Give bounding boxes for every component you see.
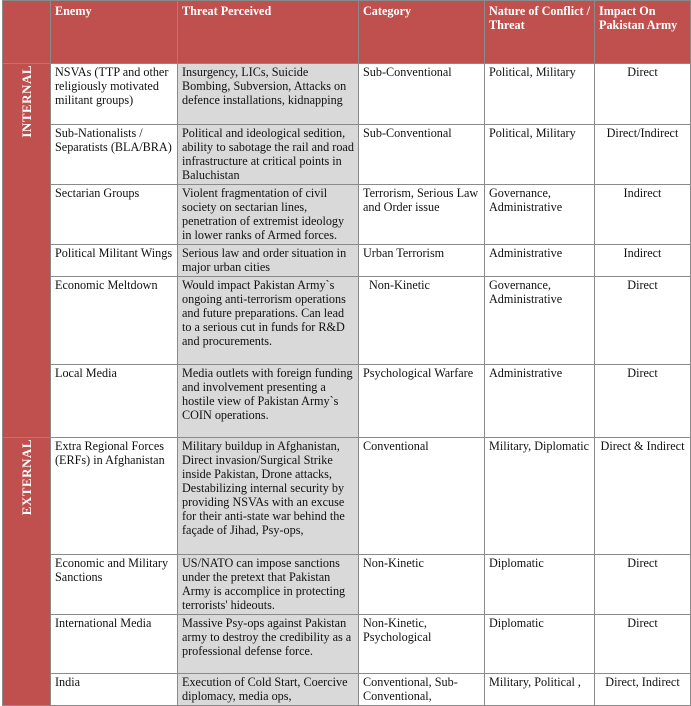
header-nature: Nature of Conflict / Threat [485,1,595,64]
impact-cell: Direct [595,615,691,674]
table-row [3,277,691,365]
enemy-cell: India [51,674,178,706]
threat-cell: Media outlets with foreign funding and involvement presenting a hostile view of Pakistan Army`s COIN operations. [178,365,359,438]
impact-cell: Direct/Indirect [595,125,691,185]
category-cell: Non-Kinetic [359,555,485,615]
impact-cell: Direct [595,64,691,125]
header-impact: Impact On Pakistan Army [595,1,691,64]
nature-cell: Administrative [485,245,595,277]
threat-cell: US/NATO can impose sanctions under the pretext that Pakistan Army is accomplice in protecting terrorists' hideouts. [178,555,359,615]
nature-cell: Military, Political , [485,674,595,706]
enemy-cell: Economic Meltdown [51,277,178,365]
category-cell: Psychological Warfare [359,365,485,438]
nature-cell: Political, Military [485,64,595,125]
enemy-cell: Extra Regional Forces (ERFs) in Afghanistan [51,438,178,555]
table-row [3,64,691,125]
nature-cell: Military, Diplomatic [485,438,595,555]
table-row [3,555,691,615]
category-cell: Terrorism, Serious Law and Order issue [359,185,485,245]
enemy-cell: International Media [51,615,178,674]
threat-matrix-table [2,0,691,706]
impact-cell: Direct, Indirect [595,674,691,706]
nature-cell: Governance, Administrative [485,185,595,245]
threat-cell: Serious law and order situation in major urban cities [178,245,359,277]
threat-cell: Would impact Pakistan Army`s ongoing anti-terrorism operations and future preparations. Can lead to a serious cut in funds for R&D and procurements. [178,277,359,365]
table-row [3,185,691,245]
threat-cell: Violent fragmentation of civil society on sectarian lines, penetration of extremist ideology in lower ranks of Armed forces. [178,185,359,245]
category-cell: Non-Kinetic [359,277,485,365]
enemy-cell: Political Militant Wings [51,245,178,277]
table-row [3,365,691,438]
nature-cell: Diplomatic [485,555,595,615]
impact-cell: Direct [595,555,691,615]
category-cell: Conventional [359,438,485,555]
category-cell: Urban Terrorism [359,245,485,277]
table-row [3,125,691,185]
header-threat: Threat Perceived [178,1,359,64]
table-row [3,245,691,277]
table-row [3,615,691,674]
threat-cell: Execution of Cold Start, Coercive diplomacy, media ops, [178,674,359,706]
impact-cell: Direct [595,365,691,438]
threat-cell: Massive Psy-ops against Pakistan army to destroy the credibility as a professional defense force. [178,615,359,674]
impact-cell: Direct [595,277,691,365]
enemy-cell: Economic and Military Sanctions [51,555,178,615]
impact-cell: Direct & Indirect [595,438,691,555]
category-cell: Sub-Conventional [359,125,485,185]
section-label-external: EXTERNAL [3,438,51,706]
threat-cell: Political and ideological sedition, ability to sabotage the rail and road infrastructure at critical points in Baluchistan [178,125,359,185]
header-category: Category [359,1,485,64]
threat-cell: Insurgency, LICs, Suicide Bombing, Subversion, Attacks on defence installations, kidnapping [178,64,359,125]
impact-cell: Indirect [595,245,691,277]
nature-cell: Governance, Administrative [485,277,595,365]
section-label-internal: INTERNAL [3,64,51,438]
threat-cell: Military buildup in Afghanistan, Direct invasion/Surgical Strike inside Pakistan, Drone attacks, Destabilizing internal security by providing NSVAs with an excuse for their anti-state war behind the façade of Jihad, Psy-ops, [178,438,359,555]
category-cell: Non-Kinetic, Psychological [359,615,485,674]
header-row [3,1,691,64]
enemy-cell: Sub-Nationalists / Separatists (BLA/BRA) [51,125,178,185]
category-cell: Sub-Conventional [359,64,485,125]
header-section [3,1,51,64]
nature-cell: Political, Military [485,125,595,185]
enemy-cell: Local Media [51,365,178,438]
nature-cell: Diplomatic [485,615,595,674]
enemy-cell: NSVAs (TTP and other religiously motivated militant groups) [51,64,178,125]
header-enemy: Enemy [51,1,178,64]
impact-cell: Indirect [595,185,691,245]
nature-cell: Administrative [485,365,595,438]
enemy-cell: Sectarian Groups [51,185,178,245]
category-cell: Conventional, Sub-Conventional, [359,674,485,706]
table-row [3,438,691,555]
